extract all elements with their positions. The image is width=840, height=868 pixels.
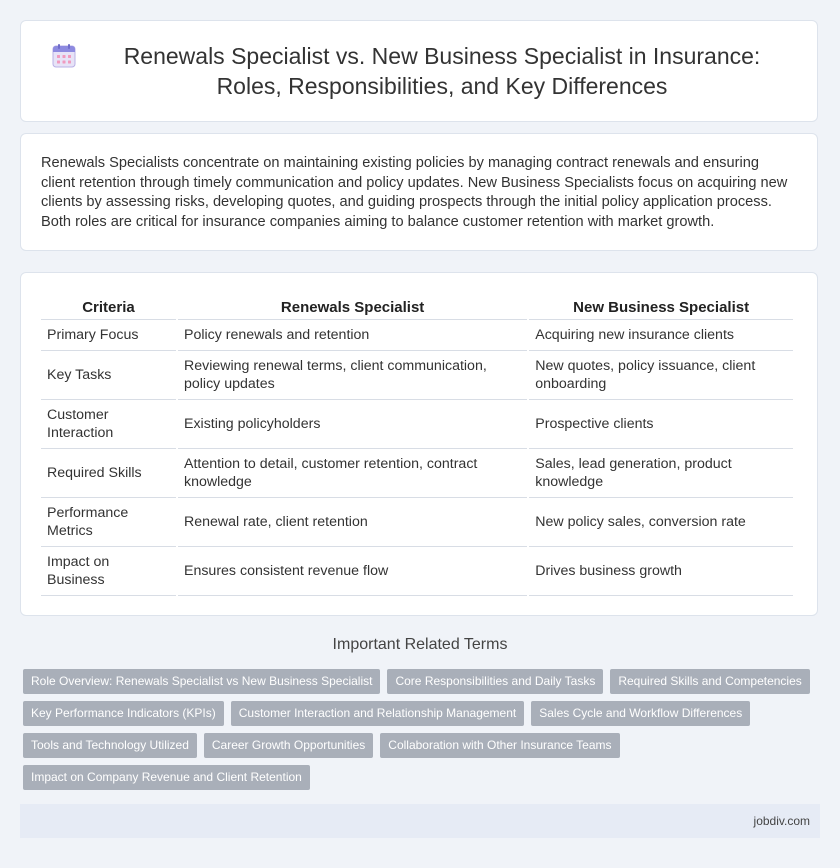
header-card (20, 20, 818, 122)
table-cell: Impact on Business (41, 547, 176, 596)
column-header-new-business: New Business Specialist (529, 295, 793, 320)
table-cell: Drives business growth (529, 547, 793, 596)
table-cell: Performance Metrics (41, 498, 176, 547)
table-row (41, 351, 793, 400)
table-cell: Renewal rate, client retention (178, 498, 527, 547)
table-cell: Existing policyholders (178, 400, 527, 449)
table-cell: New policy sales, conversion rate (529, 498, 793, 547)
related-term-tag[interactable]: Tools and Technology Utilized (23, 733, 197, 758)
page-title: Renewals Specialist vs. New Business Specialist in Insurance: Roles, Responsibilities, and Key Differences (123, 43, 761, 99)
table-cell: Policy renewals and retention (178, 320, 527, 351)
related-term-tag[interactable]: Core Responsibilities and Daily Tasks (387, 669, 603, 694)
related-term-tag[interactable]: Impact on Company Revenue and Client Retention (23, 765, 310, 790)
related-term-tag[interactable]: Required Skills and Competencies (610, 669, 809, 694)
related-term-tag[interactable]: Key Performance Indicators (KPIs) (23, 701, 224, 726)
table-row (41, 320, 793, 351)
table-cell: Primary Focus (41, 320, 176, 351)
calendar-icon (51, 43, 77, 69)
table-cell: Attention to detail, customer retention, contract knowledge (178, 449, 527, 498)
table-row (41, 498, 793, 547)
table-row (41, 400, 793, 449)
related-term-tag[interactable]: Career Growth Opportunities (204, 733, 373, 758)
related-term-tag[interactable]: Collaboration with Other Insurance Teams (380, 733, 619, 758)
intro-card (20, 133, 818, 251)
column-header-renewals: Renewals Specialist (178, 295, 527, 320)
column-header-criteria: Criteria (41, 295, 176, 320)
related-terms-list (23, 669, 823, 797)
footer (20, 804, 820, 838)
table-cell: Key Tasks (41, 351, 176, 400)
table-cell: Prospective clients (529, 400, 793, 449)
table-cell: Sales, lead generation, product knowledge (529, 449, 793, 498)
table-header-row (41, 295, 793, 320)
related-term-tag[interactable]: Customer Interaction and Relationship Management (231, 701, 525, 726)
related-term-tag[interactable]: Sales Cycle and Workflow Differences (531, 701, 750, 726)
table-cell: Customer Interaction (41, 400, 176, 449)
comparison-table (39, 295, 795, 596)
table-cell: Acquiring new insurance clients (529, 320, 793, 351)
footer-site-link[interactable]: jobdiv.com (753, 814, 810, 828)
table-row (41, 547, 793, 596)
table-cell: Ensures consistent revenue flow (178, 547, 527, 596)
comparison-table-card (20, 272, 818, 616)
intro-text: Renewals Specialists concentrate on maintaining existing policies by managing contract renewals and ensuring client retention through timely communication and policy updates. New Business Specialists focus on acquiring new clients by assessing risks, developing quotes, and guiding prospects through the initial policy application process. Both roles are critical for insurance companies aiming to balance customer retention with market growth. (41, 155, 788, 230)
related-term-tag[interactable]: Role Overview: Renewals Specialist vs New Business Specialist (23, 669, 380, 694)
related-terms-title: Important Related Terms (332, 636, 508, 653)
table-row (41, 449, 793, 498)
table-cell: Reviewing renewal terms, client communication, policy updates (178, 351, 527, 400)
table-cell: Required Skills (41, 449, 176, 498)
table-cell: New quotes, policy issuance, client onboarding (529, 351, 793, 400)
